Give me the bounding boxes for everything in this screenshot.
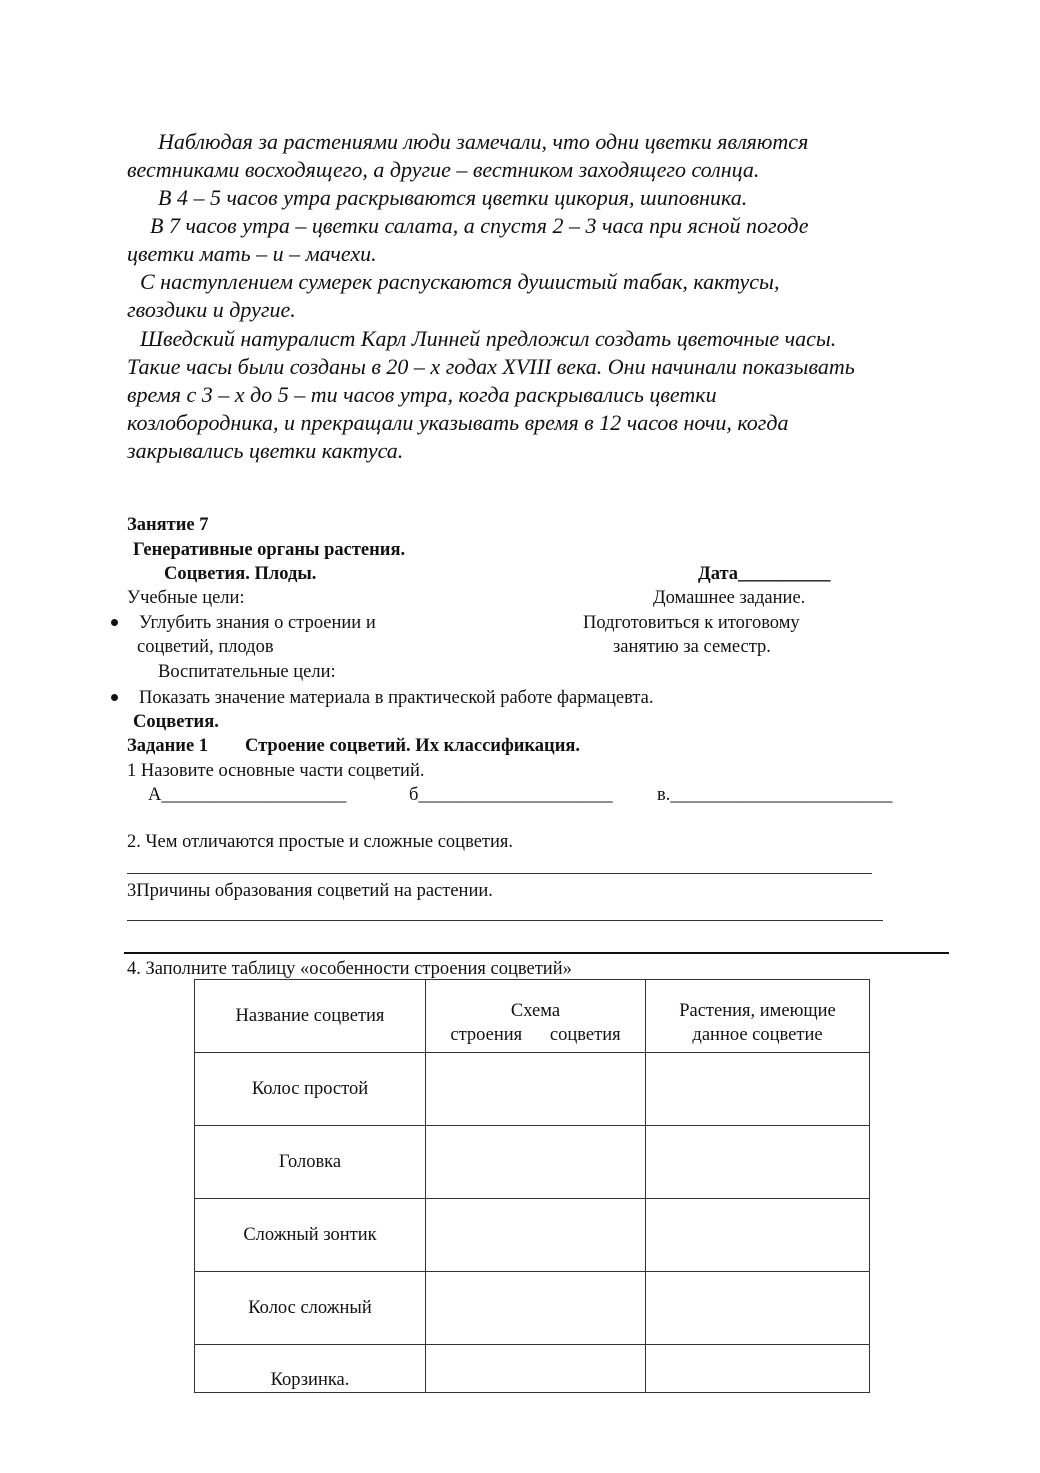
table-cell-name: Сложный зонтик: [195, 1199, 426, 1272]
table-cell-plants[interactable]: [646, 1345, 870, 1393]
header-scheme: Схема строения соцветия: [426, 980, 646, 1053]
homework-line-1: Подготовиться к итоговому: [583, 613, 800, 633]
lesson-number: Занятие 7: [127, 515, 209, 535]
homework-line-2: занятию за семестр.: [613, 637, 771, 657]
table-row: [195, 1272, 870, 1345]
table-cell-name: Колос сложный: [195, 1272, 426, 1345]
table-row: [195, 1126, 870, 1199]
question-2: 2. Чем отличаются простые и сложные соцветия.: [127, 832, 514, 852]
answer-2-line[interactable]: [127, 873, 872, 874]
question-1: 1 Назовите основные части соцветий.: [127, 761, 425, 781]
intro-line-3: В 4 – 5 часов утра раскрываются цветки цикория, шиповника.: [158, 185, 748, 210]
header-plants: Растения, имеющие данное соцветие: [646, 980, 870, 1053]
table-cell-scheme[interactable]: [426, 1126, 646, 1199]
homework-label: Домашнее задание.: [653, 588, 806, 608]
task1-title: Строение соцветий. Их классификация.: [245, 736, 580, 756]
date-field: Дата__________: [698, 564, 831, 584]
goal-1-line-2: соцветий, плодов: [137, 637, 274, 657]
bullet-icon: [111, 619, 118, 626]
header-name: Название соцветия: [195, 980, 426, 1053]
table-cell-scheme[interactable]: [426, 1053, 646, 1126]
intro-line-10: время с 3 – х до 5 – ти часов утра, когда раскрывались цветки: [127, 382, 717, 407]
lesson-subtopic: Соцветия. Плоды.: [164, 564, 317, 584]
intro-line-6: С наступлением сумерек распускаются душистый табак, кактусы,: [140, 269, 780, 294]
intro-line-4: В 7 часов утра – цветки салата, а спустя 2 – 3 часа при ясной погоде: [150, 213, 809, 238]
table-row: [195, 1345, 870, 1393]
divider: [124, 952, 949, 954]
intro-line-9: Такие часы были созданы в 20 – х годах XVIII века. Они начинали показывать: [127, 354, 855, 379]
task1-number: Задание 1: [127, 736, 209, 756]
table-cell-plants[interactable]: [646, 1199, 870, 1272]
intro-line-11: козлобородника, и прекращали указывать время в 12 часов ночи, когда: [127, 410, 789, 435]
inflorescence-table: [194, 979, 870, 1393]
table-cell-plants[interactable]: [646, 1053, 870, 1126]
bullet-icon: [111, 694, 118, 701]
section-title: Соцветия.: [133, 712, 219, 732]
goal-1-line-1: Углубить знания о строении и: [139, 613, 376, 633]
table-row: [195, 1053, 870, 1126]
table-row: [195, 1199, 870, 1272]
intro-line-2: вестниками восходящего, а другие – вестником заходящего солнца.: [127, 157, 760, 182]
table-cell-scheme[interactable]: [426, 1199, 646, 1272]
edu-goal-1: Показать значение материала в практической работе фармацевта.: [139, 688, 654, 708]
table-cell-scheme[interactable]: [426, 1272, 646, 1345]
table-header-row: [195, 980, 870, 1053]
study-goals-label: Учебные цели:: [127, 588, 245, 608]
intro-line-12: закрывались цветки кактуса.: [127, 438, 404, 463]
answer-a-field[interactable]: А____________________: [148, 785, 347, 805]
table-cell-name: Корзинка.: [195, 1345, 426, 1393]
lesson-topic: Генеративные органы растения.: [133, 540, 406, 560]
intro-line-8: Шведский натуралист Карл Линней предложил создать цветочные часы.: [140, 326, 837, 351]
intro-line-5: цветки мать – и – мачехи.: [127, 241, 377, 266]
answer-b-field[interactable]: б_____________________: [409, 785, 613, 805]
table-cell-name: Головка: [195, 1126, 426, 1199]
edu-goals-label: Воспитательные цели:: [158, 662, 336, 682]
question-4: 4. Заполните таблицу «особенности строения соцветий»: [127, 959, 572, 979]
question-3: 3Причины образования соцветий на растении.: [127, 881, 493, 901]
table-cell-scheme[interactable]: [426, 1345, 646, 1393]
table-cell-plants[interactable]: [646, 1126, 870, 1199]
table-cell-name: Колос простой: [195, 1053, 426, 1126]
answer-3-line[interactable]: [127, 920, 883, 921]
intro-line-1: Наблюдая за растениями люди замечали, что одни цветки являются: [158, 129, 809, 154]
answer-c-field[interactable]: в.________________________: [657, 785, 893, 805]
intro-line-7: гвоздики и другие.: [127, 297, 296, 322]
table-cell-plants[interactable]: [646, 1272, 870, 1345]
